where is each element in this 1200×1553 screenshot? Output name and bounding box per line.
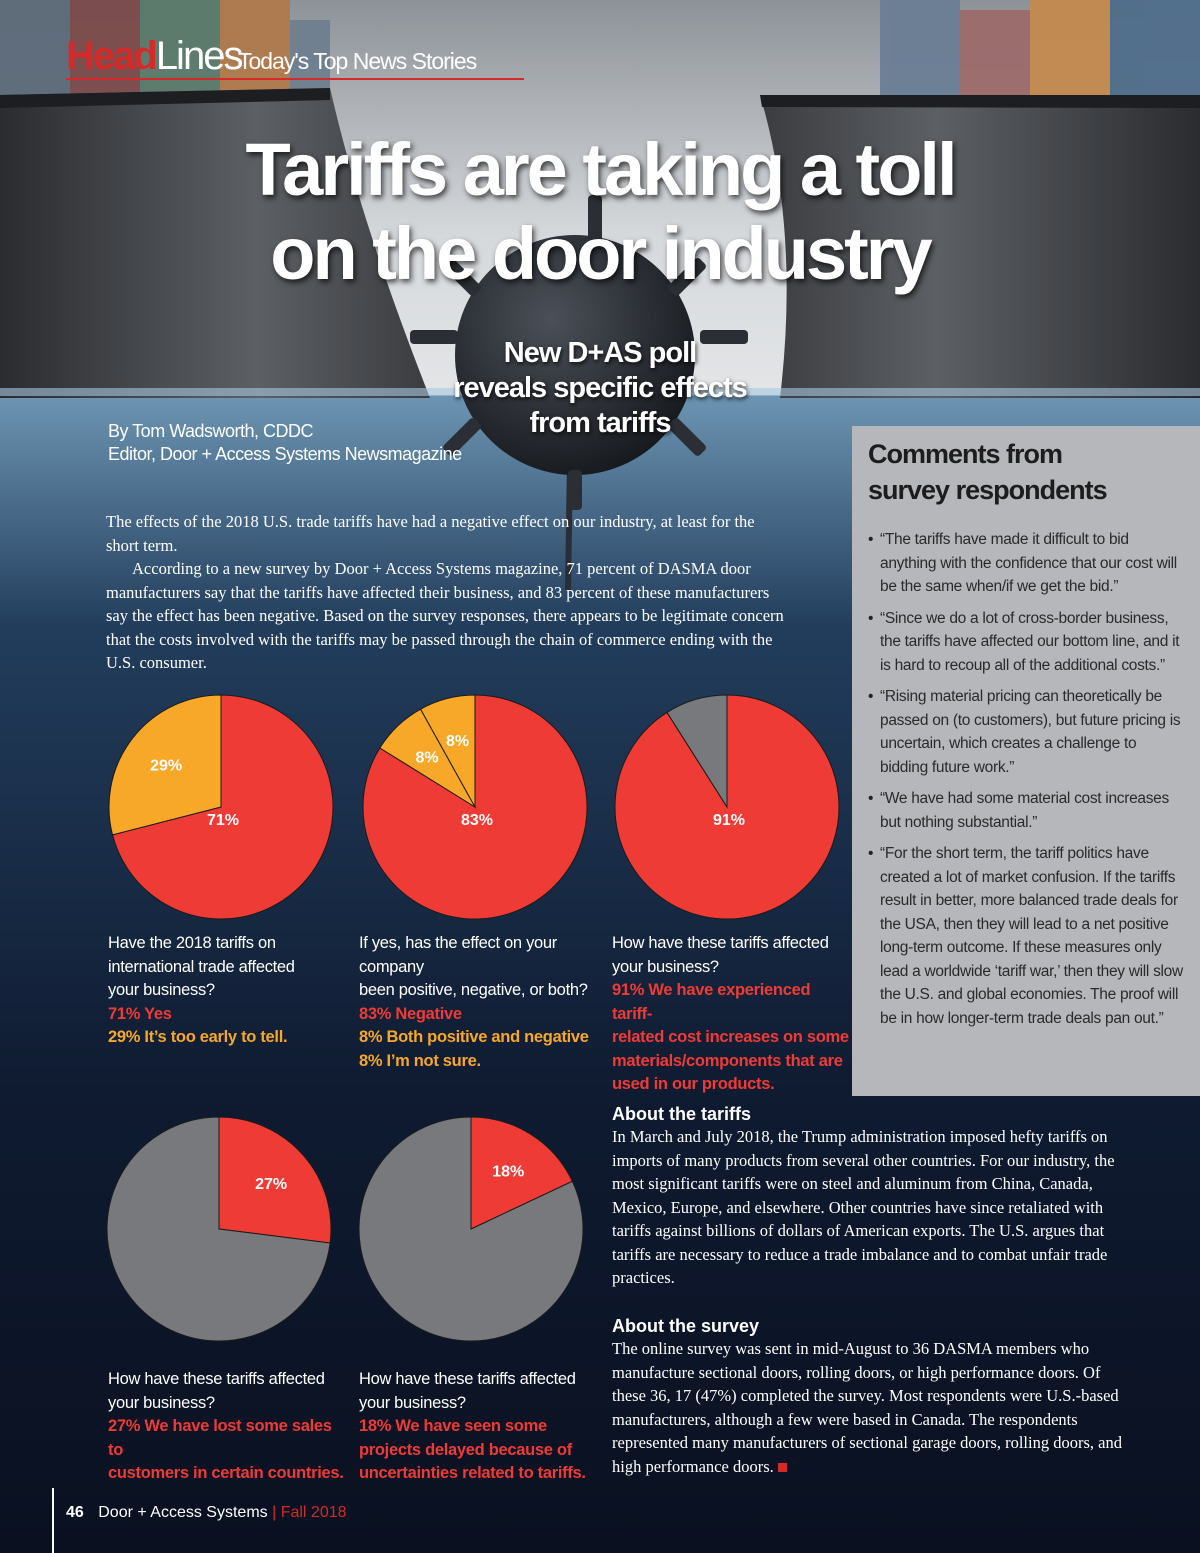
footer-rule [52,1488,54,1553]
pie-answer-line: 18% We have seen some [359,1417,547,1435]
pie-caption-1 [108,932,348,1050]
subtitle-line-3: from tariffs [529,407,671,439]
pie-slice-label: 8% [415,749,439,767]
pie-answer-line: materials/components that are [612,1051,843,1070]
footer [66,1504,347,1522]
about-survey-text: The online survey was sent in mid-August to 36 DASMA members who manufacture sectional doors, rolling doors, or high performance doors. Of these 36, 17 (47%) completed the survey. Most respondents were U.S.-based manufacturers, although a few were based in Canada. The respondents represented many manufacturers of sectional garage doors, rolling doors, and high performance doors. [612,1339,1122,1476]
comment-list [868,528,1184,1030]
pie-slice-label: 83% [460,812,494,829]
intro-paragraph-1: The effects of the 2018 U.S. trade tariffs have had a negative effect on our industry, at least for the short term. [106,512,755,555]
pie-slice-label: 71% [206,812,240,829]
section-logo-lines: Lines [155,34,242,78]
pie-answer-line: customers in certain countries. [108,1464,344,1482]
comment-item: • “For the short term, the tariff politics have created a lot of market confusion. If the tariffs result in better, more balanced trade deals for the USA, then they will lead to a net positive long-term outcome. If these measures only lead a worldwide ‘tariff war,’ then they will slow the U.S. and global economies. The proof will be in how longer-term trade deals pan out.” [868,842,1184,1030]
sidebar-title-line-2: survey respondents [868,475,1107,505]
pie-question-line: How have these tariffs affected [612,934,829,952]
pie-answer-line: uncertainties related to tariffs. [359,1464,586,1482]
sidebar-title-line-1: Comments from [868,439,1063,469]
pie-question-line: been positive, negative, or both? [359,981,588,999]
pie-question-line: your business? [108,981,215,999]
subtitle-line-1: New D+AS poll [503,337,697,369]
pie-answer-line: 71% Yes [108,1004,172,1023]
title-line-1: Tariffs are taking a toll [245,128,955,211]
pie-answer-line: 8% I’m not sure. [359,1051,481,1070]
pie-question-line: How have these tariffs affected [359,1370,576,1388]
pie-caption-2 [359,932,604,1073]
about-tariffs-body: In March and July 2018, the Trump administration imposed hefty tariffs on imports of many products from several other countries. For our industry, the most significant tariffs were on steel and aluminum from China, Canada, Mexico, Europe, and elsewhere. Other countries have since retaliated with tariffs against billions of dollars of American exports. The U.S. argues that tariffs are necessary to reduce a trade imbalance and to combat unfair trade practices. [612,1127,1115,1287]
pie-question-line: your business? [612,957,719,976]
pie-answer-line: 29% It’s too early to tell. [108,1028,288,1046]
byline [108,420,462,466]
pie-caption-4 [108,1368,348,1486]
comment-item: • “Rising material pricing can theoretically be passed on (to customers), but future pricing is uncertain, which creates a challenge to bidding future work.” [868,685,1184,779]
comment-item: • “The tariffs have made it difficult to bid anything with the confidence that our cost will be the same when/if we get the bid.” [868,528,1184,599]
byline-role: Editor, Door + Access Systems Newsmagazine [108,444,462,464]
byline-author: By Tom Wadsworth, CDDC [108,421,314,441]
section-logo-head: Head [66,34,156,78]
pie-answer-line: 8% Both positive and negative [359,1028,589,1046]
end-mark [778,1463,787,1472]
issue-label: Fall 2018 [280,1504,347,1521]
pie-question-line: international trade affected [108,957,295,976]
intro-text [106,510,786,675]
pie-question-line: Have the 2018 tariffs on [108,934,276,952]
pie-caption-5 [359,1368,599,1486]
pie-chart-3 [614,694,840,920]
pie-slice-label: 27% [255,1176,288,1194]
pie-answer-line: related cost increases on some [612,1028,849,1046]
about-tariffs-section [612,1104,1132,1290]
pie-caption-3 [612,932,852,1097]
pie-slice-label: 91% [712,812,746,829]
pie-chart-2 [362,694,588,920]
page-number: 46 [66,1504,84,1521]
pie-answer-line: projects delayed because of [359,1440,572,1459]
article-subtitle [430,336,770,441]
section-logo [66,36,241,76]
pie-question-line: your business? [108,1393,215,1412]
comments-sidebar [852,426,1200,1096]
sidebar-title [868,436,1184,508]
pie-slice-label: 29% [150,757,183,775]
about-tariffs-heading: About the tariffs [612,1104,751,1124]
section-tagline: Today's Top News Stories [238,48,477,74]
pie-chart-5 [358,1116,584,1342]
publication-name: Door + Access Systems [98,1504,268,1521]
pie-question-line: If yes, has the effect on your company [359,934,557,976]
article-title [200,128,1000,296]
title-line-2: on the door industry [270,212,930,295]
pie-chart-1 [108,694,334,920]
intro-paragraph-2: According to a new survey by Door + Access Systems magazine, 71 percent of DASMA door manufacturers say that the tariffs have affected their business, and 83 percent of these manufacturers say the effect has been negative. Based on the survey responses, there appears to be legitimate concern that the costs involved with the tariffs may be passed through the chain of commerce ending with the U.S. consumer. [106,559,784,672]
pie-slice-label: 18% [492,1163,525,1181]
header-divider [66,78,524,80]
footer-separator: | [272,1504,277,1521]
pie-answer-line: 91% We have experienced tariff- [612,981,811,1023]
comment-item: • “Since we do a lot of cross-border business, the tariffs have affected our bottom line, and it is hard to recoup all of the additional costs.” [868,607,1184,678]
pie-answer-line: 27% We have lost some sales to [108,1417,332,1459]
pie-question-line: How have these tariffs affected [108,1370,325,1388]
about-survey-section [612,1316,1132,1478]
pie-question-line: your business? [359,1393,466,1412]
comment-item: • “We have had some material cost increases but nothing substantial.” [868,787,1184,834]
about-survey-heading: About the survey [612,1316,760,1336]
pie-answer-line: 83% Negative [359,1004,462,1023]
pie-chart-4 [106,1116,332,1342]
subtitle-line-2: reveals specific effects [453,372,747,404]
pie-answer-line: used in our products. [612,1075,775,1093]
about-survey-body [612,1337,1132,1478]
pie-slice-label: 8% [445,732,470,750]
